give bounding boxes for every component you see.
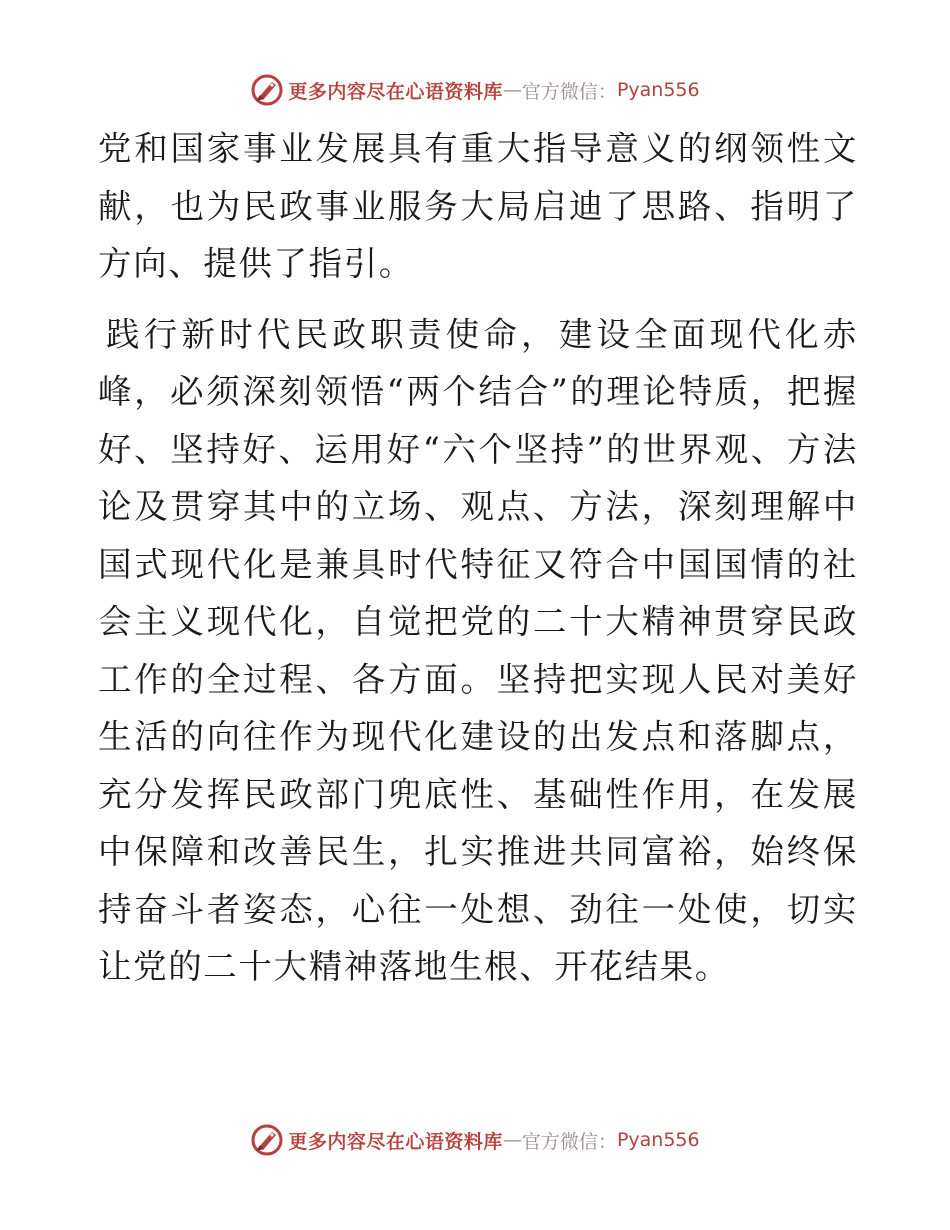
header-site-text: 更多内容尽在心语资料库 <box>288 80 503 103</box>
paragraph-1: 党和国家事业发展具有重大指导意义的纲领性文献，也为民政事业服务大局启迪了思路、指明了方向、提供了指引。 <box>98 129 858 283</box>
header-separator: — <box>502 79 522 101</box>
footer-site-text: 更多内容尽在心语资料库 <box>288 1130 503 1153</box>
footer-wechat-id: Pyan556 <box>616 1129 700 1151</box>
footer-watermark-banner <box>0 1122 950 1158</box>
footer-wechat-label: 官方微信： <box>521 1130 617 1153</box>
paragraph-2: 践行新时代民政职责使命，建设全面现代化赤峰，必须深刻领悟“两个结合”的理论特质，把握好、坚持好、运用好“六个坚持”的世界观、方法论及贯穿其中的立场、观点、方法，深刻理解中国式现代化是兼具时代特征又符合中国国情的社会主义现代化，自觉把党的二十大精神贯穿民政工作的全过程、各方面。坚持把实现人民对美好生活的向往作为现代化建设的出发点和落脚点，充分发挥民政部门兜底性、基础性作用，在发展中保障和改善民生，扎实推进共同富裕，始终保持奋斗者姿态，心往一处想、劲往一处使，切实让党的二十大精神落地生根、开花结果。 <box>98 314 858 986</box>
pen-nib-logo-icon <box>250 1123 284 1157</box>
header-wechat-id: Pyan556 <box>616 79 700 101</box>
pen-nib-logo-icon <box>250 73 284 107</box>
header-wechat-label: 官方微信： <box>521 80 617 103</box>
footer-separator: — <box>502 1129 522 1151</box>
document-body <box>98 120 858 996</box>
header-watermark-banner <box>0 72 950 108</box>
